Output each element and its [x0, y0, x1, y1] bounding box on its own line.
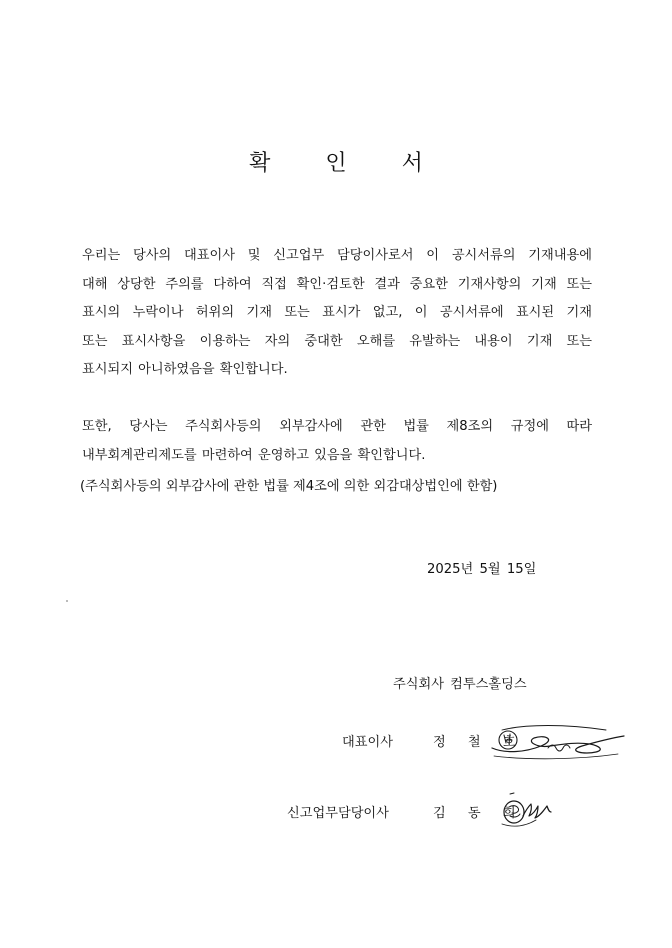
representative-role: 대표이사	[342, 735, 393, 750]
internal-control-paragraph	[82, 413, 592, 470]
paragraph-line: 또한, 당사는 주식회사등의 외부감사에 관한 법률 제8조의 규정에 따라	[82, 419, 592, 434]
paragraph-line: 표시되지 아니하였음을 확인합니다.	[82, 362, 288, 378]
paragraph-line: 또는 표시사항을 이용하는 자의 중대한 오해를 유발하는 내용이 기재 또는	[82, 333, 592, 349]
representative-signature	[486, 718, 626, 762]
disclosure-director-role: 신고업무담당이사	[287, 806, 389, 821]
applicability-note: (주식회사등의 외부감사에 관한 법률 제4조에 의한 외감대상법인에 한함)	[80, 479, 498, 494]
disclosure-director-name: 김 동 희	[433, 806, 525, 821]
company-name: 주식회사 컴투스홀딩스	[393, 677, 527, 692]
paragraph-line: 대해 상당한 주의를 다하여 직접 확인·검토한 결과 중요한 기재사항의 기재 또는	[82, 276, 592, 292]
representative-name: 정 철 호	[433, 735, 525, 750]
paragraph-line: 표시의 누락이나 허위의 기재 또는 표시가 없고, 이 공시서류에 표시된 기재	[82, 305, 592, 321]
document-date: 2025년 5월 15일	[427, 562, 537, 577]
scan-speck	[66, 600, 68, 602]
paragraph-line: 우리는 당사의 대표이사 및 신고업무 담당이사로서 이 공시서류의 기재내용에	[82, 248, 592, 263]
confirmation-paragraph	[82, 242, 592, 385]
paragraph-line: 내부회계관리제도를 마련하여 운영하고 있음을 확인합니다.	[82, 447, 426, 463]
document-title: 확 인 서	[249, 151, 447, 176]
director-signature	[496, 788, 560, 834]
